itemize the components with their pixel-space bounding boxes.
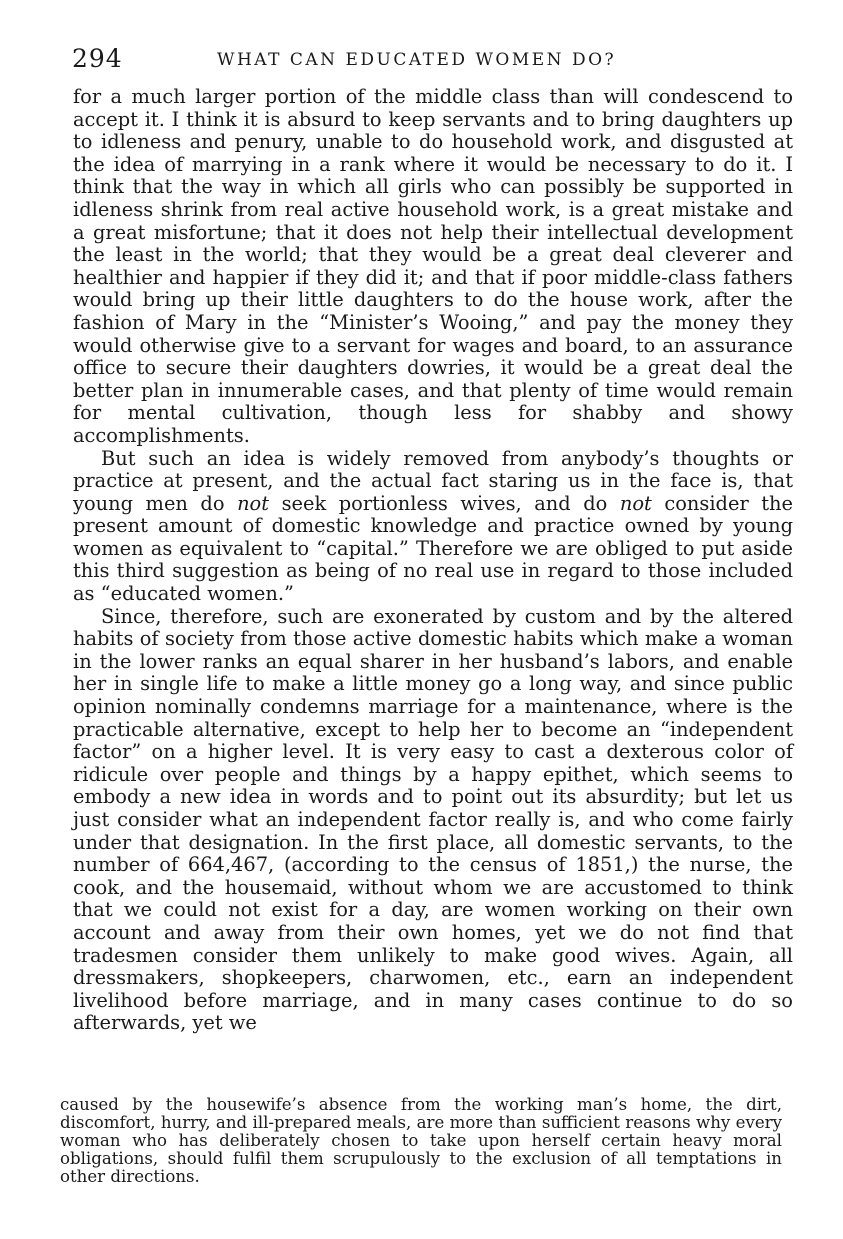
paragraph-2-emphasis-b: not	[619, 491, 652, 515]
paragraph-2-text-a: But such an idea is widely removed from anybody’s thoughts or practice at present, and the actual fact staring us in the face is, that young men do	[73, 446, 793, 515]
running-title: WHAT CAN EDUCATED WOMEN DO?	[217, 50, 617, 70]
paragraph-2-emphasis-a: not	[237, 491, 270, 515]
paragraph-1: for a much larger portion of the middle class than will condescend to accept it. I think it is absurd to keep servants and to bring daughters up to idleness and penury, unable to do household work, and disgusted at the idea of marrying in a rank where it would be necessary to do it. I think that the way in which all girls who can possibly be supported in idleness shrink from real active household work, is a great mistake and a great misfortune; that it does not help their intellectual development the least in the world; that they would be a great deal cleverer and healthier and happier if they did it; and that if poor middle-class fathers would bring up their little daughters to do the house work, after the fashion of Mary in the “Minister’s Wooing,” and pay the money they would otherwise give to a servant for wages and board, to an assurance office to secure their daughters dowries, it would be a great deal the better plan in innumerable cases, and that plenty of time would remain for mental cultivation, though less for shabby and showy accomplishments.	[73, 85, 793, 447]
footnote: caused by the housewife’s absence from the working man’s home, the dirt, discomfort, hurry, and ill-prepared meals, are more than sufficient reasons why every woman who has deliberately chosen to take upon herself certain heavy moral obligations, should fulfil them scrupulously to the exclusion of all temptations in other directions.	[60, 1095, 782, 1186]
page-number: 294	[72, 44, 123, 73]
paragraph-2-text-b: seek portionless wives, and do	[269, 491, 620, 515]
body-text	[73, 86, 793, 1035]
page-header	[72, 44, 792, 74]
paragraph-2-text-c: consider the present amount of domestic knowledge and practice owned by young women as equivalent to “capital.” Therefore we are obliged to put aside this third suggestion as being of no real use in regard to those included as “educated women.”	[73, 491, 793, 606]
paragraph-3: Since, therefore, such are exonerated by custom and by the altered habits of society from those active domestic habits which make a woman in the lower ranks an equal sharer in her husband’s labors, and enable her in single life to make a little money go a long way, and since public opinion nominally condemns marriage for a maintenance, where is the practicable alternative, except to help her to become an “independent factor” on a higher level. It is very easy to cast a dexterous color of ridicule over people and things by a happy epithet, which seems to embody a new idea in words and to point out its absurdity; but let us just consider what an independent factor really is, and who come fairly under that designation. In the first place, all domestic servants, to the number of 664,467, (according to the census of 1851,) the nurse, the cook, and the housemaid, without whom we are accustomed to think that we could not exist for a day, are women working on their own account and away from their own homes, yet we do not find that tradesmen consider them unlikely to make good wives. Again, all dressmakers, shopkeepers, charwomen, etc., earn an independent livelihood before marriage, and in many cases continue to do so afterwards, yet we	[73, 604, 793, 1035]
paragraph-2	[73, 448, 793, 606]
